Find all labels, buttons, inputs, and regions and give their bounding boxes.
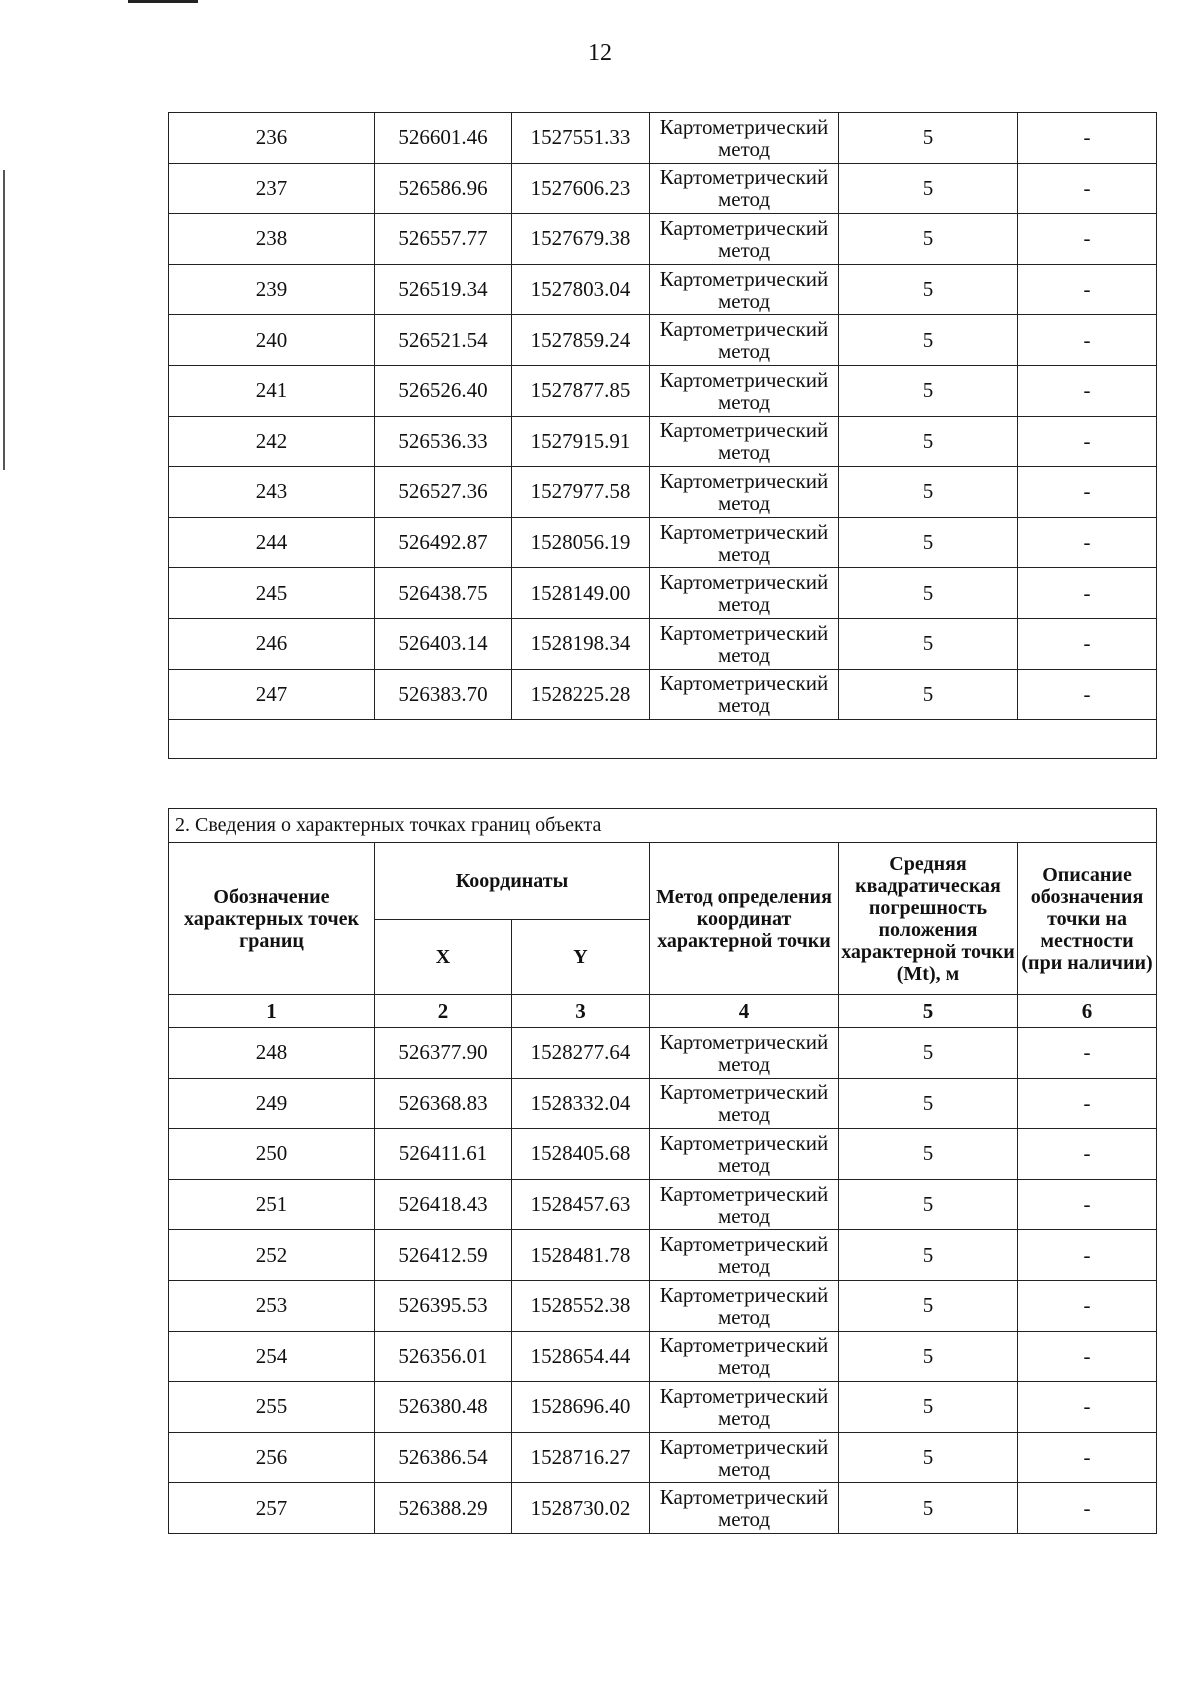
table-row — [169, 315, 1157, 366]
accuracy-cell: 5 — [839, 113, 1018, 164]
coordinate-y-cell: 1528730.02 — [512, 1483, 650, 1534]
table1-body — [169, 113, 1157, 759]
point-designation-cell: 240 — [169, 315, 375, 366]
description-cell: - — [1018, 365, 1157, 416]
coordinate-x-cell: 526368.83 — [375, 1078, 512, 1129]
coordinate-x-cell: 526411.61 — [375, 1129, 512, 1180]
point-designation-cell: 239 — [169, 264, 375, 315]
table-row — [169, 1179, 1157, 1230]
coordinate-x-cell: 526586.96 — [375, 163, 512, 214]
coordinate-y-cell: 1528481.78 — [512, 1230, 650, 1281]
method-cell: Картометрический метод — [650, 1179, 839, 1230]
header-x: X — [375, 920, 512, 995]
description-cell: - — [1018, 517, 1157, 568]
description-cell: - — [1018, 1179, 1157, 1230]
coordinate-y-cell: 1528277.64 — [512, 1028, 650, 1079]
coordinate-y-cell: 1528457.63 — [512, 1179, 650, 1230]
table-row — [169, 214, 1157, 265]
coordinate-x-cell: 526519.34 — [375, 264, 512, 315]
method-cell: Картометрический метод — [650, 1483, 839, 1534]
point-designation-cell: 244 — [169, 517, 375, 568]
method-cell: Картометрический метод — [650, 365, 839, 416]
method-cell: Картометрический метод — [650, 669, 839, 720]
table-row — [169, 416, 1157, 467]
coordinate-x-cell: 526492.87 — [375, 517, 512, 568]
accuracy-cell: 5 — [839, 1483, 1018, 1534]
description-cell: - — [1018, 214, 1157, 265]
method-cell: Картометрический метод — [650, 264, 839, 315]
method-cell: Картометрический метод — [650, 1331, 839, 1382]
table-row — [169, 163, 1157, 214]
coordinate-x-cell: 526412.59 — [375, 1230, 512, 1281]
method-cell: Картометрический метод — [650, 467, 839, 518]
column-number: 6 — [1018, 995, 1157, 1028]
point-designation-cell: 253 — [169, 1280, 375, 1331]
empty-cell — [169, 720, 1157, 759]
coordinate-x-cell: 526388.29 — [375, 1483, 512, 1534]
table-row — [169, 568, 1157, 619]
coordinate-y-cell: 1528198.34 — [512, 618, 650, 669]
accuracy-cell: 5 — [839, 1129, 1018, 1180]
description-cell: - — [1018, 416, 1157, 467]
accuracy-cell: 5 — [839, 1028, 1018, 1079]
point-designation-cell: 237 — [169, 163, 375, 214]
coordinate-x-cell: 526395.53 — [375, 1280, 512, 1331]
coordinate-x-cell: 526557.77 — [375, 214, 512, 265]
table-row — [169, 669, 1157, 720]
header-description: Описание обозначения точки на местности (при наличии) — [1018, 843, 1157, 995]
point-designation-cell: 245 — [169, 568, 375, 619]
accuracy-cell: 5 — [839, 669, 1018, 720]
coordinate-x-cell: 526527.36 — [375, 467, 512, 518]
coordinate-y-cell: 1527915.91 — [512, 416, 650, 467]
description-cell: - — [1018, 618, 1157, 669]
coordinate-y-cell: 1528056.19 — [512, 517, 650, 568]
accuracy-cell: 5 — [839, 315, 1018, 366]
coordinate-y-cell: 1528225.28 — [512, 669, 650, 720]
accuracy-cell: 5 — [839, 214, 1018, 265]
method-cell: Картометрический метод — [650, 618, 839, 669]
point-designation-cell: 249 — [169, 1078, 375, 1129]
description-cell: - — [1018, 1280, 1157, 1331]
description-cell: - — [1018, 568, 1157, 619]
coordinate-y-cell: 1528332.04 — [512, 1078, 650, 1129]
point-designation-cell: 248 — [169, 1028, 375, 1079]
column-number: 2 — [375, 995, 512, 1028]
table-row — [169, 1280, 1157, 1331]
point-designation-cell: 238 — [169, 214, 375, 265]
coordinate-y-cell: 1527977.58 — [512, 467, 650, 518]
coordinate-y-cell: 1527551.33 — [512, 113, 650, 164]
accuracy-cell: 5 — [839, 1382, 1018, 1433]
table-row — [169, 1230, 1157, 1281]
top-edge-mark — [128, 0, 198, 3]
point-designation-cell: 242 — [169, 416, 375, 467]
point-designation-cell: 236 — [169, 113, 375, 164]
accuracy-cell: 5 — [839, 1280, 1018, 1331]
table-row — [169, 1382, 1157, 1433]
coordinate-y-cell: 1528405.68 — [512, 1129, 650, 1180]
accuracy-cell: 5 — [839, 1179, 1018, 1230]
method-cell: Картометрический метод — [650, 214, 839, 265]
method-cell: Картометрический метод — [650, 1028, 839, 1079]
accuracy-cell: 5 — [839, 467, 1018, 518]
method-cell: Картометрический метод — [650, 517, 839, 568]
point-designation-cell: 256 — [169, 1432, 375, 1483]
column-number: 4 — [650, 995, 839, 1028]
table-row — [169, 517, 1157, 568]
coordinate-y-cell: 1527803.04 — [512, 264, 650, 315]
page-number: 12 — [588, 40, 612, 66]
accuracy-cell: 5 — [839, 568, 1018, 619]
table-row — [169, 264, 1157, 315]
point-designation-cell: 257 — [169, 1483, 375, 1534]
table-row — [169, 1129, 1157, 1180]
method-cell: Картометрический метод — [650, 315, 839, 366]
accuracy-cell: 5 — [839, 618, 1018, 669]
coordinates-table-continued — [168, 112, 1157, 759]
boundary-points-table — [168, 808, 1157, 1534]
accuracy-cell: 5 — [839, 264, 1018, 315]
coordinate-y-cell: 1527606.23 — [512, 163, 650, 214]
description-cell: - — [1018, 1230, 1157, 1281]
coordinate-x-cell: 526380.48 — [375, 1382, 512, 1433]
coordinate-x-cell: 526383.70 — [375, 669, 512, 720]
coordinate-y-cell: 1528149.00 — [512, 568, 650, 619]
accuracy-cell: 5 — [839, 517, 1018, 568]
table2-body — [169, 1028, 1157, 1534]
coordinate-y-cell: 1528654.44 — [512, 1331, 650, 1382]
table-row — [169, 1028, 1157, 1079]
point-designation-cell: 254 — [169, 1331, 375, 1382]
method-cell: Картометрический метод — [650, 1432, 839, 1483]
description-cell: - — [1018, 1331, 1157, 1382]
empty-row — [169, 720, 1157, 759]
coordinate-y-cell: 1528552.38 — [512, 1280, 650, 1331]
point-designation-cell: 252 — [169, 1230, 375, 1281]
coordinate-y-cell: 1527877.85 — [512, 365, 650, 416]
coordinate-x-cell: 526356.01 — [375, 1331, 512, 1382]
description-cell: - — [1018, 1129, 1157, 1180]
point-designation-cell: 246 — [169, 618, 375, 669]
method-cell: Картометрический метод — [650, 113, 839, 164]
accuracy-cell: 5 — [839, 1078, 1018, 1129]
table-row — [169, 1483, 1157, 1534]
header-designation: Обозначение характерных точек границ — [169, 843, 375, 995]
coordinate-x-cell: 526536.33 — [375, 416, 512, 467]
coordinate-x-cell: 526386.54 — [375, 1432, 512, 1483]
header-method: Метод определения координат характерной точки — [650, 843, 839, 995]
coordinate-y-cell: 1528696.40 — [512, 1382, 650, 1433]
coordinate-x-cell: 526526.40 — [375, 365, 512, 416]
point-designation-cell: 241 — [169, 365, 375, 416]
accuracy-cell: 5 — [839, 163, 1018, 214]
coordinate-x-cell: 526418.43 — [375, 1179, 512, 1230]
method-cell: Картометрический метод — [650, 1280, 839, 1331]
coordinate-y-cell: 1527859.24 — [512, 315, 650, 366]
description-cell: - — [1018, 1078, 1157, 1129]
description-cell: - — [1018, 1432, 1157, 1483]
coordinate-x-cell: 526601.46 — [375, 113, 512, 164]
accuracy-cell: 5 — [839, 1432, 1018, 1483]
coordinate-x-cell: 526438.75 — [375, 568, 512, 619]
method-cell: Картометрический метод — [650, 416, 839, 467]
coordinate-x-cell: 526377.90 — [375, 1028, 512, 1079]
header-y: Y — [512, 920, 650, 995]
method-cell: Картометрический метод — [650, 568, 839, 619]
table-row — [169, 1331, 1157, 1382]
column-number: 1 — [169, 995, 375, 1028]
table-row — [169, 113, 1157, 164]
method-cell: Картометрический метод — [650, 1230, 839, 1281]
column-number: 3 — [512, 995, 650, 1028]
description-cell: - — [1018, 163, 1157, 214]
method-cell: Картометрический метод — [650, 163, 839, 214]
coordinate-y-cell: 1527679.38 — [512, 214, 650, 265]
description-cell: - — [1018, 1028, 1157, 1079]
point-designation-cell: 255 — [169, 1382, 375, 1433]
point-designation-cell: 243 — [169, 467, 375, 518]
method-cell: Картометрический метод — [650, 1129, 839, 1180]
description-cell: - — [1018, 113, 1157, 164]
point-designation-cell: 251 — [169, 1179, 375, 1230]
table-row — [169, 1432, 1157, 1483]
table-row — [169, 618, 1157, 669]
column-number: 5 — [839, 995, 1018, 1028]
table-row — [169, 1078, 1157, 1129]
coordinate-x-cell: 526403.14 — [375, 618, 512, 669]
accuracy-cell: 5 — [839, 365, 1018, 416]
accuracy-cell: 5 — [839, 416, 1018, 467]
header-coordinates: Координаты — [375, 843, 650, 920]
point-designation-cell: 247 — [169, 669, 375, 720]
method-cell: Картометрический метод — [650, 1382, 839, 1433]
table-caption: 2. Сведения о характерных точках границ объекта — [169, 809, 1157, 843]
description-cell: - — [1018, 315, 1157, 366]
coordinate-x-cell: 526521.54 — [375, 315, 512, 366]
left-edge-mark — [3, 170, 5, 470]
description-cell: - — [1018, 1483, 1157, 1534]
description-cell: - — [1018, 264, 1157, 315]
method-cell: Картометрический метод — [650, 1078, 839, 1129]
header-accuracy: Средняя квадратическая погрешность положения характерной точки (Mt), м — [839, 843, 1018, 995]
point-designation-cell: 250 — [169, 1129, 375, 1180]
table-row — [169, 467, 1157, 518]
description-cell: - — [1018, 1382, 1157, 1433]
accuracy-cell: 5 — [839, 1230, 1018, 1281]
table-row — [169, 365, 1157, 416]
description-cell: - — [1018, 467, 1157, 518]
accuracy-cell: 5 — [839, 1331, 1018, 1382]
description-cell: - — [1018, 669, 1157, 720]
coordinate-y-cell: 1528716.27 — [512, 1432, 650, 1483]
